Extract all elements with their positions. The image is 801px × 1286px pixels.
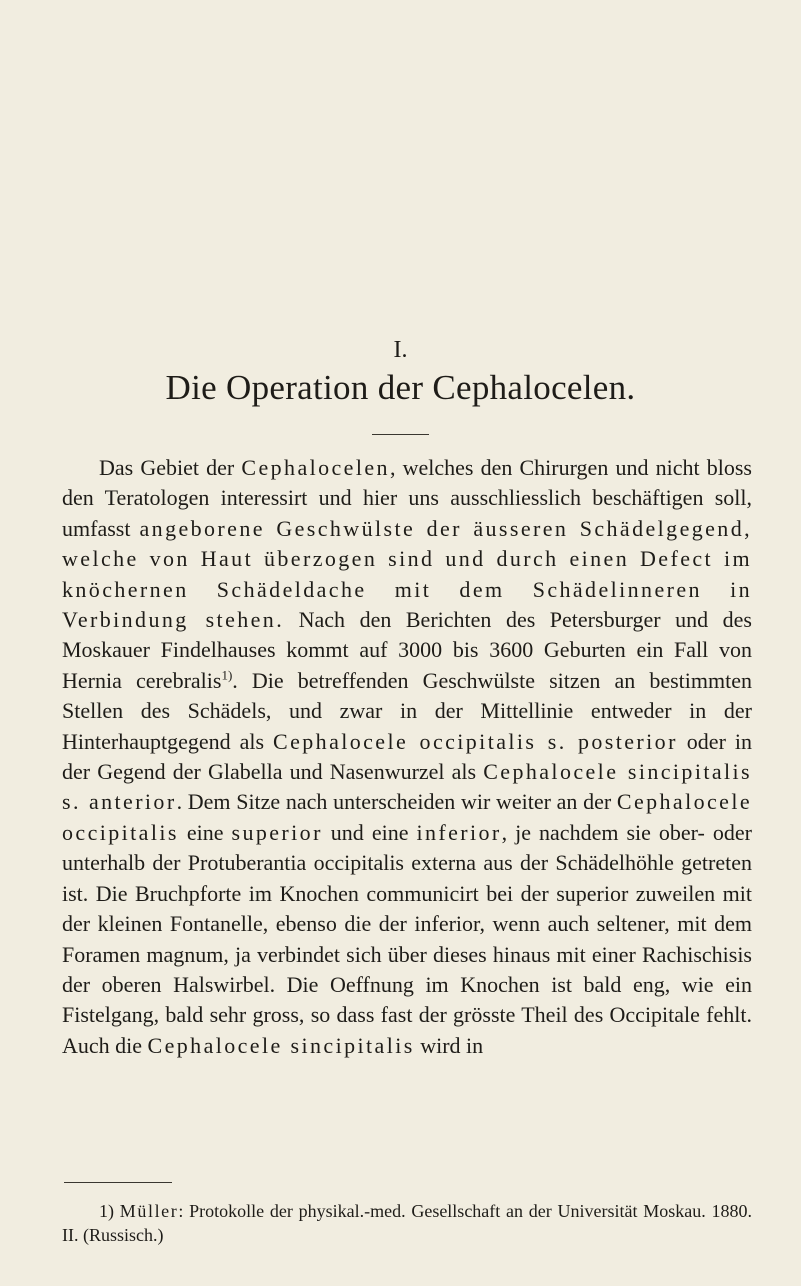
body-spaced-5: Cephalocele occipitalis xyxy=(62,789,752,845)
body-spaced-2: angeborene Geschwülste der äusseren Schädelgegend, welche von Haut überzogen sind und durch einen Defect im knöchernen Schädeldache mit dem Schädelinneren in Verbindung stehen. xyxy=(62,515,752,633)
body-text-1: Das Gebiet der xyxy=(99,455,242,480)
footnote-reference: 1) xyxy=(221,667,233,683)
chapter-number: I. xyxy=(393,337,408,363)
body-text-4: . Die betreffenden Geschwülste sitzen an bestimmten Stellen des Schädels, und zwar in der Mittellinie entweder in der Hinterhauptgegend als xyxy=(62,667,752,754)
body-spaced-3: Cephalocele occipitalis s. posterior xyxy=(273,728,678,754)
body-spaced-8: Cephalocele sincipitalis xyxy=(147,1032,415,1058)
footnote xyxy=(62,1199,752,1247)
body-paragraph xyxy=(62,453,752,1061)
body-text-9: , je nachdem sie ober- oder unterhalb der Protuberantia occipitalis externa aus der Schädelhöhle getreten ist. Die Bruchpforte im Knochen communicirt bei der superior zuweilen mit der kleinen Fontanelle, ebenso die der inferior, wenn auch seltener, mit dem Foramen magnum, ja verbindet sich über dieses hinaus mit einer Rachischisis der oberen Halswirbel. Die Oeffnung im Knochen ist bald eng, wie ein Fistelgang, bald sehr gross, so dass fast der grösste Theil des Occipitale fehlt. Auch die xyxy=(62,819,752,1058)
footnote-divider xyxy=(64,1182,172,1183)
body-text-10: wird in xyxy=(414,1032,484,1058)
body-spaced-4: Cephalocele sincipitalis s. anterior xyxy=(62,759,753,815)
body-text-6: . Dem Sitze nach unterscheiden wir weiter an der xyxy=(176,789,617,815)
body-text-3: Nach den Berichten des Petersburger und des Moskauer Findelhauses kommt auf 3000 bis 3600 Geburten ein Fall von Hernia cerebralis xyxy=(62,607,752,693)
footnote-author: Müller xyxy=(119,1201,179,1221)
footnote-text: : Protokolle der physikal.-med. Gesellschaft an der Universität Moskau. 1880. II. (Russisch.) xyxy=(62,1201,753,1245)
body-text-7: eine xyxy=(178,819,232,845)
title-divider xyxy=(372,434,429,435)
body-spaced-7: inferior xyxy=(416,819,502,845)
body-text-2: , welches den Chirurgen und nicht bloss den Teratologen interessirt und hier uns ausschliesslich beschäftigen soll, umfasst xyxy=(62,455,752,541)
footnote-marker: 1) xyxy=(99,1201,114,1221)
body-text-8: und eine xyxy=(322,819,417,845)
body-spaced-6: superior xyxy=(231,819,323,845)
body-spaced-1: Cephalocelen xyxy=(241,455,390,480)
chapter-title: Die Operation der Cephalocelen. xyxy=(165,368,636,407)
body-text-5: oder in der Gegend der Glabella und Nasenwurzel als xyxy=(62,728,752,785)
